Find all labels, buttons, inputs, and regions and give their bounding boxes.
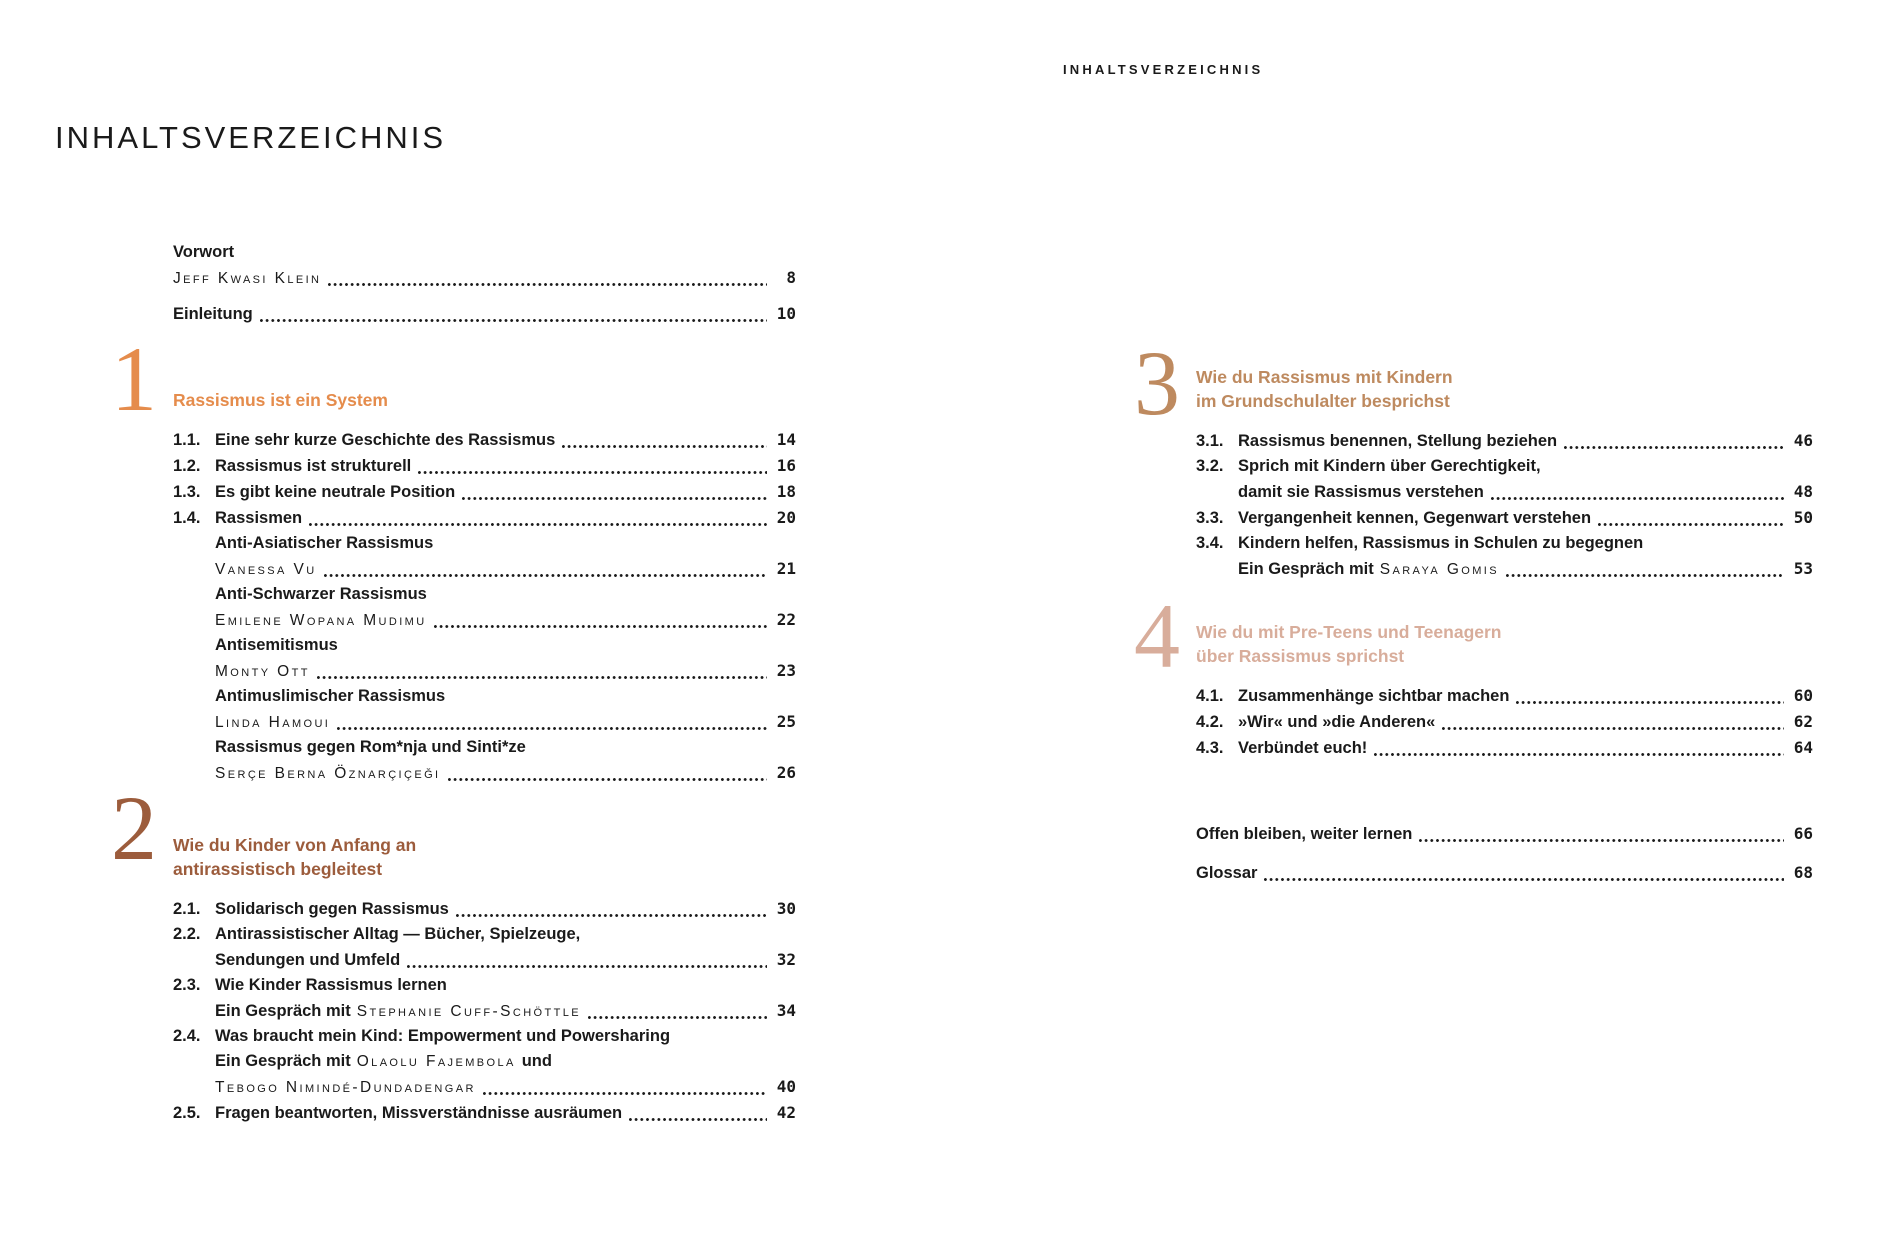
toc-entry <box>173 505 796 531</box>
chapter-title-line: Wie du Rassismus mit Kindern <box>1196 367 1453 387</box>
entry-page: 32 <box>776 950 796 969</box>
entry-number: 2.1. <box>173 900 201 918</box>
entry-page: 40 <box>776 1077 796 1096</box>
chapter-number: 3 <box>1134 332 1180 434</box>
dot-leader <box>434 625 767 628</box>
dot-leader <box>309 523 767 526</box>
dot-leader <box>448 778 767 781</box>
toc-entry <box>173 709 796 735</box>
dot-leader <box>324 574 767 577</box>
entry-label: Zusammenhänge sichtbar machen <box>1238 687 1510 705</box>
chapter-title-line: im Grundschulalter besprichst <box>1196 391 1450 411</box>
chapter-4 <box>1134 585 1813 761</box>
chapter-title <box>173 388 796 412</box>
entry-author: Tebogo Nimindé-Dundadengar <box>215 1079 476 1096</box>
chapter-entries <box>1196 683 1813 761</box>
dot-leader <box>1419 839 1784 842</box>
toc-entry <box>173 1100 796 1126</box>
toc-entry <box>1196 454 1813 479</box>
entry-author: Vanessa Vu <box>215 561 317 578</box>
chapter-title-line: Wie du Kinder von Anfang an <box>173 835 417 855</box>
entry-author: Monty Ott <box>215 663 310 680</box>
dot-leader <box>456 914 767 917</box>
entry-number: 4.3. <box>1196 739 1224 757</box>
entry-label: Sprich mit Kindern über Gerechtigkeit, <box>1238 457 1541 475</box>
entry-label: Ein Gespräch mit <box>215 1002 351 1020</box>
toc-entry <box>173 947 796 973</box>
dot-leader <box>1374 753 1784 756</box>
chapter-1 <box>111 328 796 786</box>
entry-page: 66 <box>1793 824 1813 843</box>
entry-label: Anti-Asiatischer Rassismus <box>215 534 434 552</box>
dot-leader <box>418 471 767 474</box>
dot-leader <box>317 676 767 679</box>
dot-leader <box>562 445 767 448</box>
entry-number: 4.1. <box>1196 687 1224 705</box>
dot-leader <box>1598 523 1784 526</box>
entry-number: 4.2. <box>1196 713 1224 731</box>
entry-page: 53 <box>1793 559 1813 578</box>
entry-page: 14 <box>776 430 796 449</box>
toc-entry <box>173 607 796 633</box>
chapter-title <box>1196 365 1813 413</box>
toc-entry <box>173 240 796 265</box>
chapter-entries <box>1196 428 1813 582</box>
entry-number: 3.3. <box>1196 509 1224 527</box>
entry-label: Ein Gespräch mit <box>215 1052 351 1070</box>
entry-number: 3.1. <box>1196 432 1224 450</box>
toc-entry <box>173 760 796 786</box>
entry-number: 3.4. <box>1196 534 1224 552</box>
chapter-title-line: Rassismus ist ein System <box>173 390 388 410</box>
dot-leader <box>1264 878 1784 881</box>
entry-label: und <box>521 1052 552 1070</box>
entry-page: 21 <box>776 559 796 578</box>
entry-label: Antirassistischer Alltag — Bücher, Spielzeuge, <box>215 925 581 943</box>
entry-label: Eine sehr kurze Geschichte des Rassismus <box>215 431 556 449</box>
dot-leader <box>1491 497 1784 500</box>
toc-entry <box>173 479 796 505</box>
entry-label: Rassismus ist strukturell <box>215 457 412 475</box>
toc-entry <box>173 896 796 922</box>
toc-entry <box>173 531 796 556</box>
toc-entry <box>173 973 796 998</box>
entry-page: 20 <box>776 508 796 527</box>
entry-author: Saraya Gomis <box>1379 561 1499 578</box>
dot-leader <box>1564 446 1784 449</box>
toc-entry <box>173 556 796 582</box>
entry-label: Anti-Schwarzer Rassismus <box>215 585 427 603</box>
entry-number: 2.5. <box>173 1104 201 1122</box>
chapter-entries <box>173 427 796 786</box>
chapter-number: 4 <box>1134 585 1180 687</box>
entry-page: 42 <box>776 1103 796 1122</box>
entry-number: 2.4. <box>173 1027 201 1045</box>
entry-page: 30 <box>776 899 796 918</box>
entry-number: 2.3. <box>173 976 201 994</box>
entry-label: Wie Kinder Rassismus lernen <box>215 976 447 994</box>
entry-label: Vorwort <box>173 243 235 261</box>
chapter-number: 2 <box>111 777 157 879</box>
entry-label: Vergangenheit kennen, Gegenwart verstehen <box>1238 509 1592 527</box>
toc-column-right <box>1134 332 1813 899</box>
toc-entry <box>1196 735 1813 761</box>
entry-label: Verbündet euch! <box>1238 739 1368 757</box>
entry-page: 10 <box>776 304 796 323</box>
entry-label: Rassismus benennen, Stellung beziehen <box>1238 432 1558 450</box>
entry-page: 50 <box>1793 508 1813 527</box>
entry-number: 2.2. <box>173 925 201 943</box>
chapter-number: 1 <box>111 328 157 430</box>
toc-entry <box>173 453 796 479</box>
entry-label: Einleitung <box>173 305 253 323</box>
toc-entry <box>1196 860 1813 886</box>
entry-author: Jeff Kwasi Klein <box>173 270 322 287</box>
back-matter <box>1196 821 1813 886</box>
toc-entry <box>173 658 796 684</box>
dot-leader <box>1442 727 1784 730</box>
toc-entry <box>173 301 796 327</box>
entry-page: 22 <box>776 610 796 629</box>
dot-leader <box>483 1092 767 1095</box>
entry-author: Linda Hamoui <box>215 714 331 731</box>
entry-label: damit sie Rassismus verstehen <box>1238 483 1484 501</box>
entry-label: Rassismus gegen Rom*nja und Sinti*ze <box>215 738 526 756</box>
dot-leader <box>1516 701 1784 704</box>
running-header: INHALTSVERZEICHNIS <box>1063 62 1264 77</box>
entry-author: Stephanie Cuff-Schöttle <box>356 1003 581 1020</box>
entry-number: 1.4. <box>173 509 201 527</box>
chapter-title <box>173 833 796 881</box>
entry-page: 46 <box>1793 431 1813 450</box>
toc-entry <box>173 922 796 947</box>
toc-entry <box>173 582 796 607</box>
entry-page: 60 <box>1793 686 1813 705</box>
toc-entry <box>1196 709 1813 735</box>
toc-entry <box>173 684 796 709</box>
toc-entry <box>173 1024 796 1049</box>
entry-page: 26 <box>776 763 796 782</box>
dot-leader <box>629 1118 767 1121</box>
entry-author: Emilene Wopana Mudimu <box>215 612 427 629</box>
chapter-3 <box>1134 332 1813 582</box>
page-title: INHALTSVERZEICHNIS <box>55 120 447 155</box>
dot-leader <box>462 497 767 500</box>
entry-number: 1.3. <box>173 483 201 501</box>
entry-label: Ein Gespräch mit <box>1238 560 1374 578</box>
dot-leader <box>588 1016 767 1019</box>
toc-entry <box>1196 428 1813 454</box>
dot-leader <box>260 319 767 322</box>
entry-label: Glossar <box>1196 864 1258 882</box>
entry-page: 48 <box>1793 482 1813 501</box>
entry-number: 3.2. <box>1196 457 1224 475</box>
entry-label: Antisemitismus <box>215 636 338 654</box>
entry-label: Rassismen <box>215 509 303 527</box>
toc-entry <box>1196 821 1813 847</box>
chapter-title-line: antirassistisch begleitest <box>173 859 383 879</box>
entry-page: 64 <box>1793 738 1813 757</box>
chapter-title-line: Wie du mit Pre-Teens und Teenagern <box>1196 622 1502 642</box>
dot-leader <box>337 727 767 730</box>
dot-leader <box>1506 574 1784 577</box>
entry-label: Es gibt keine neutrale Position <box>215 483 456 501</box>
toc-entry <box>1196 683 1813 709</box>
entry-page: 8 <box>786 268 796 287</box>
toc-entry <box>173 735 796 760</box>
toc-entry <box>1196 505 1813 531</box>
entry-label: Antimuslimischer Rassismus <box>215 687 446 705</box>
toc-entry <box>1196 531 1813 556</box>
entry-page: 16 <box>776 456 796 475</box>
entry-page: 68 <box>1793 863 1813 882</box>
toc-column-left <box>111 240 796 1126</box>
entry-number: 1.1. <box>173 431 201 449</box>
entry-label: Offen bleiben, weiter lernen <box>1196 825 1413 843</box>
entry-number: 1.2. <box>173 457 201 475</box>
toc-entry <box>173 633 796 658</box>
entry-page: 25 <box>776 712 796 731</box>
toc-entry <box>173 998 796 1024</box>
toc-entry <box>1196 556 1813 582</box>
dot-leader <box>328 283 767 286</box>
entry-page: 23 <box>776 661 796 680</box>
chapter-title-line: über Rassismus sprichst <box>1196 646 1405 666</box>
chapter-2 <box>111 777 796 1126</box>
dot-leader <box>407 965 767 968</box>
entry-author: Olaolu Fajembola <box>356 1053 516 1070</box>
entry-page: 34 <box>776 1001 796 1020</box>
entry-author: Serçe Berna Öznarçiçeği <box>215 765 441 782</box>
entry-label: Sendungen und Umfeld <box>215 951 401 969</box>
chapter-entries <box>173 896 796 1126</box>
entry-label: Solidarisch gegen Rassismus <box>215 900 449 918</box>
entry-label: Fragen beantworten, Missverständnisse ausräumen <box>215 1104 623 1122</box>
entry-label: Was braucht mein Kind: Empowerment und Powersharing <box>215 1027 671 1045</box>
toc-entry <box>173 427 796 453</box>
chapter-title <box>1196 620 1813 668</box>
toc-entry <box>1196 479 1813 505</box>
toc-entry <box>173 265 796 291</box>
entry-label: Kindern helfen, Rassismus in Schulen zu begegnen <box>1238 534 1644 552</box>
entry-page: 62 <box>1793 712 1813 731</box>
toc-entry <box>173 1074 796 1100</box>
entry-page: 18 <box>776 482 796 501</box>
toc-entry <box>173 1049 796 1074</box>
entry-label: »Wir« und »die Anderen« <box>1238 713 1436 731</box>
